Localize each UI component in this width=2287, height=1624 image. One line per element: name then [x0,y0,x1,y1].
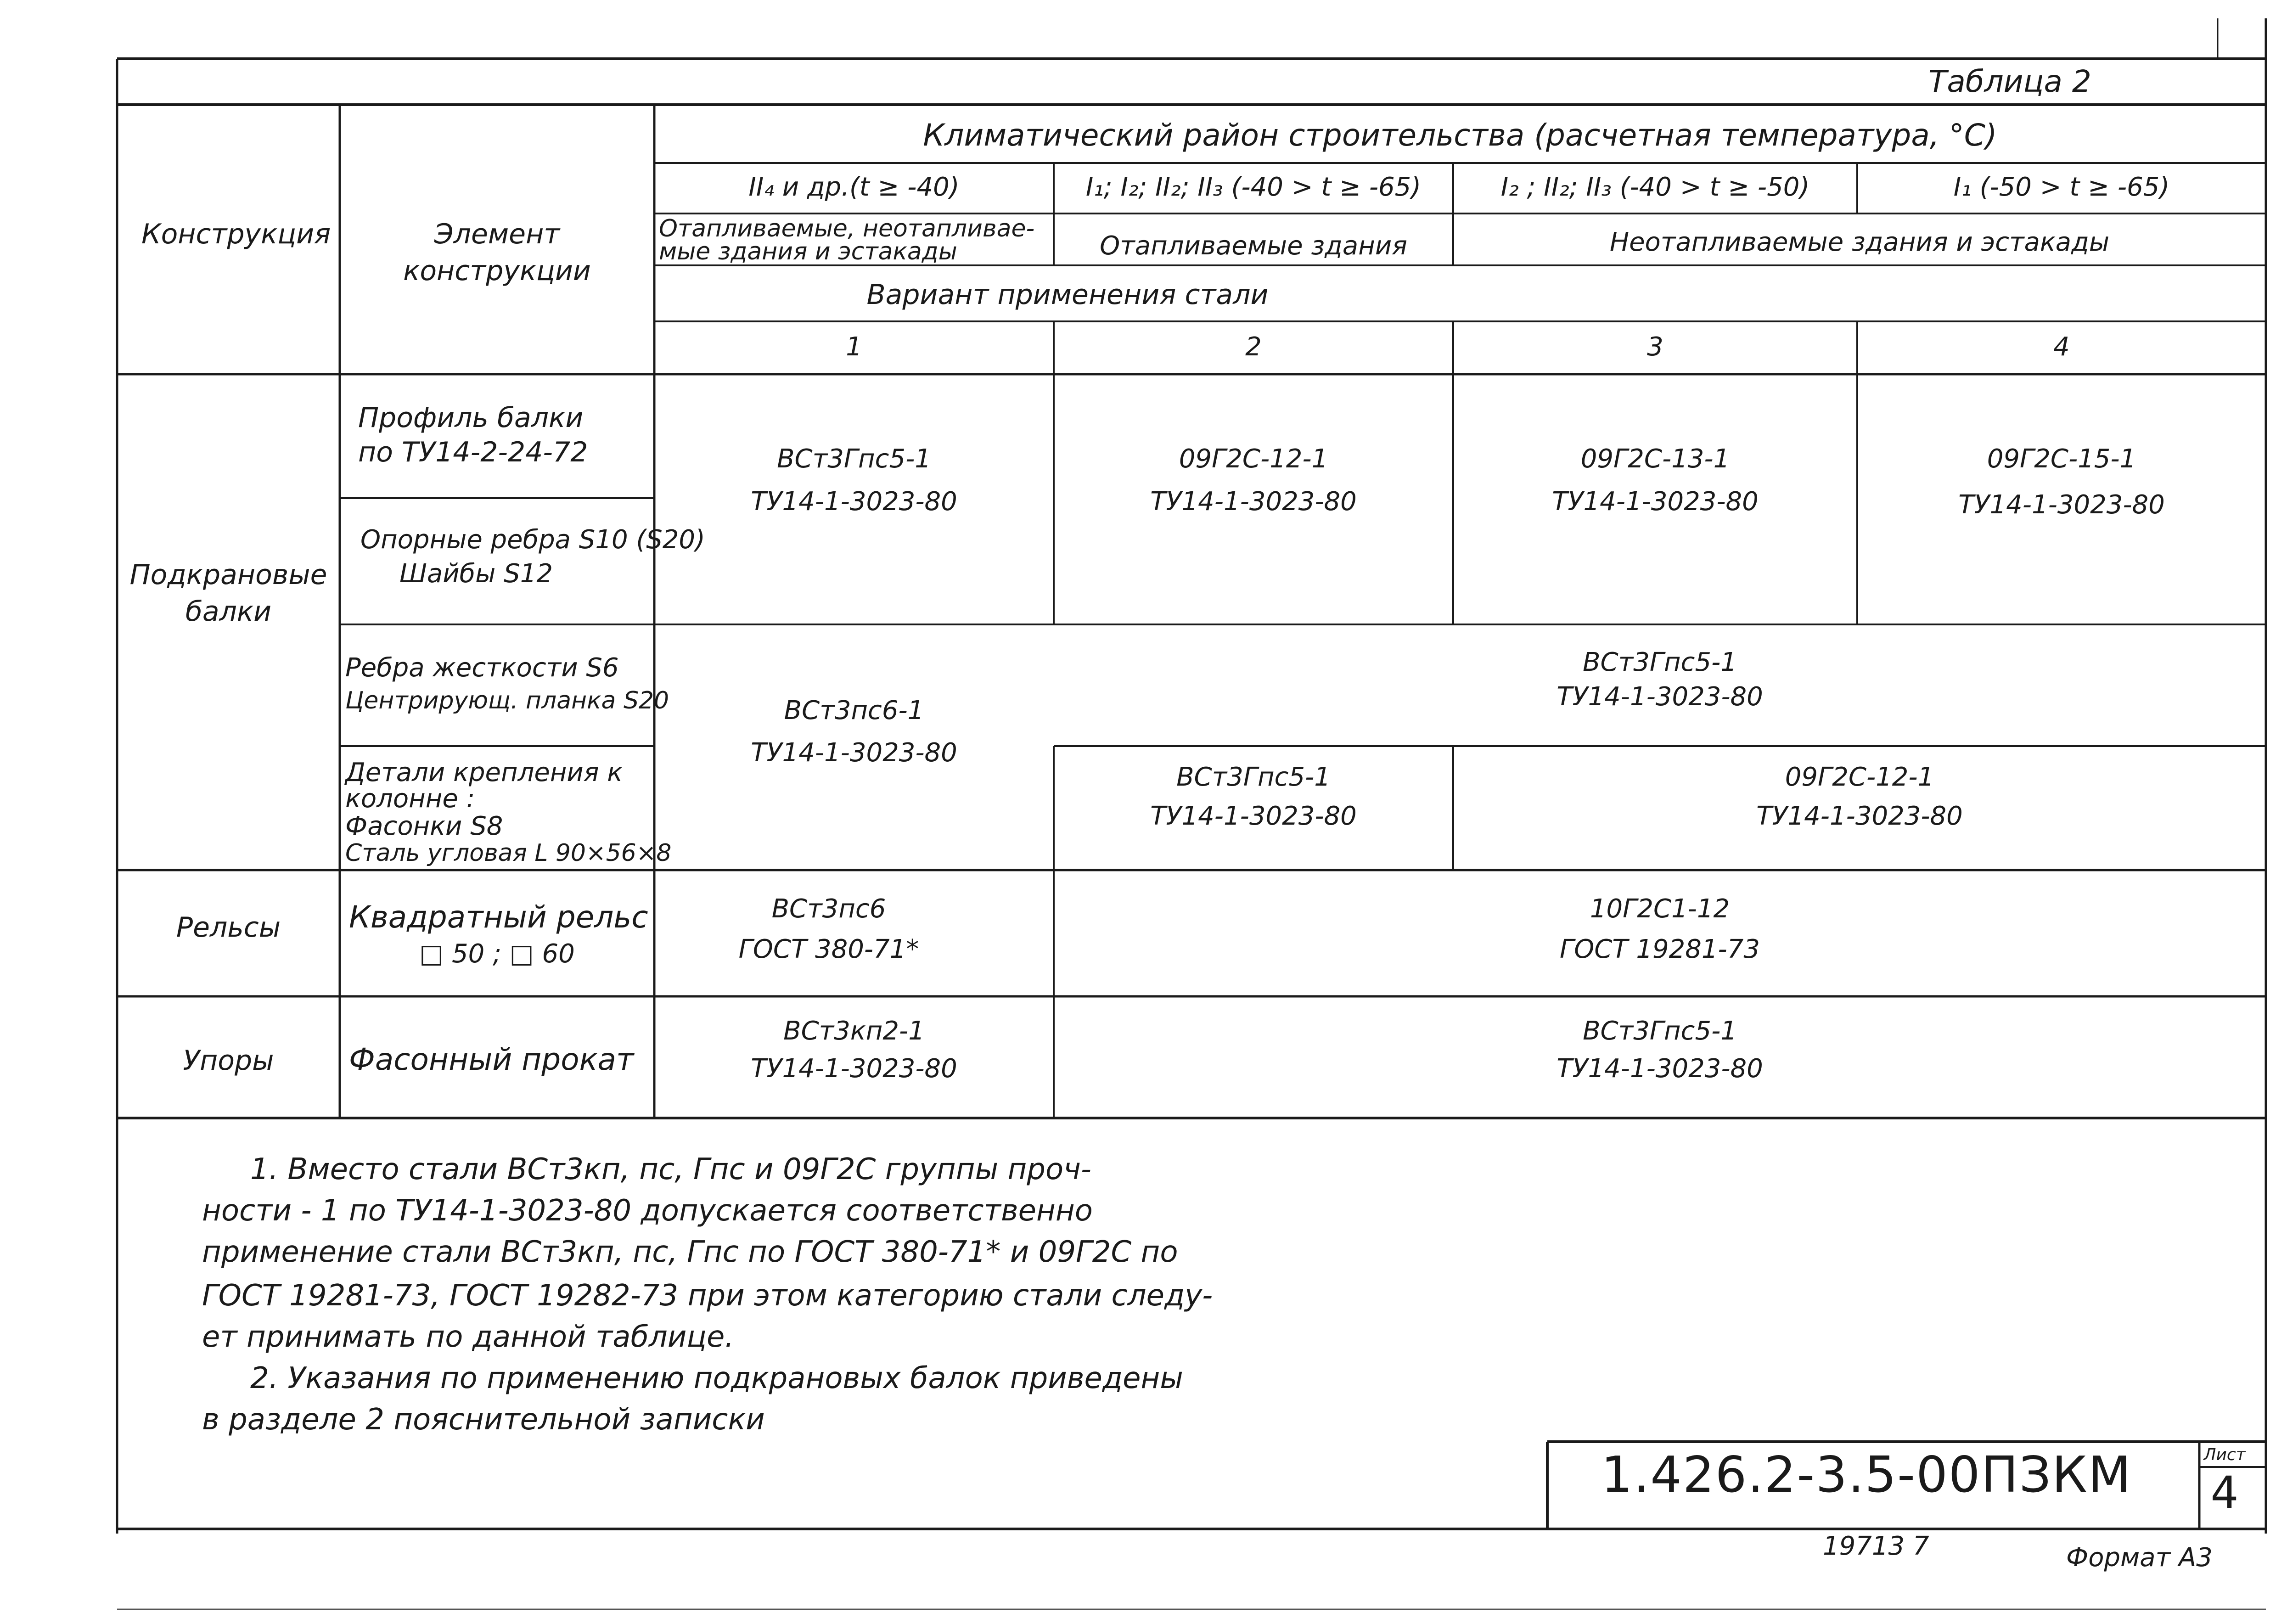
element-support-line2: Шайбы S12 [399,559,553,589]
element-profile-line1: Профиль балки [358,402,584,434]
note-line: 1. Вместо стали ВСт3кп, пс, Гпс и 09Г2С группы проч- [250,1152,1091,1186]
v1-bottom-steel: ВСт3пс6-1 [784,696,924,725]
row-stops: Упоры [183,1045,274,1077]
v2-fastening-steel: ВСт3Гпс5-1 [1176,762,1331,792]
element-stiffeners-line1: Ребра жесткости S6 [345,653,619,683]
rails-v234-spec: ГОСТ 19281-73 [1560,934,1760,964]
v1-top-steel: ВСт3Гпс5-1 [777,444,931,474]
v1-bottom-spec: ТУ14-1-3023-80 [751,738,957,768]
v3-top-steel: 09Г2С-13-1 [1580,444,1730,474]
element-profile-line2: по ТУ14-2-24-72 [358,436,588,468]
rails-v1-steel: ВСт3пс6 [771,894,886,924]
header-climate-title: Климатический район строительства (расчетная температура, °С) [923,118,1997,153]
note-line: ет принимать по данной таблице. [202,1320,734,1354]
v2-top-steel: 09Г2С-12-1 [1179,444,1328,474]
header-zone-3: I₂ ; II₂; II₃ (-40 > t ≥ -50) [1500,172,1810,202]
element-fastening-line2: колонне : [345,784,475,814]
sheet-number: 4 [2210,1467,2239,1518]
note-line: ГОСТ 19281-73, ГОСТ 19282-73 при этом категорию стали следу- [202,1279,1213,1313]
stops-element: Фасонный прокат [349,1042,634,1077]
header-buildings-2: Отапливаемые здания [1100,231,1407,261]
v34-fastening-steel: 09Г2С-12-1 [1785,762,1934,792]
header-zone-2: I₁; I₂; II₂; II₃ (-40 > t ≥ -65) [1085,172,1422,202]
note-line: в разделе 2 пояснительной записки [202,1403,765,1437]
v3-top-spec: ТУ14-1-3023-80 [1552,487,1759,517]
v234-stiffeners-steel: ВСт3Гпс5-1 [1583,647,1737,677]
header-variant-title: Вариант применения стали [866,279,1269,311]
row-crane-beams-line1: Подкрановые [129,559,327,591]
v2-top-spec: ТУ14-1-3023-80 [1150,487,1357,517]
stops-v234-steel: ВСт3Гпс5-1 [1583,1016,1737,1046]
header-buildings-1-line2: мые здания и эстакады [659,238,957,265]
stops-v234-spec: ТУ14-1-3023-80 [1557,1054,1763,1084]
v234-stiffeners-spec: ТУ14-1-3023-80 [1557,682,1763,712]
note-line: 2. Указания по применению подкрановых балок приведены [250,1361,1183,1395]
v4-top-steel: 09Г2С-15-1 [1987,444,2136,474]
drawing-code: 1.426.2-3.5-00ПЗКМ [1601,1446,2132,1504]
element-fastening-line1: Детали крепления к [345,758,623,787]
v4-top-spec: ТУ14-1-3023-80 [1958,490,2165,520]
variant-number-3: 3 [1647,332,1663,362]
header-buildings-1-line1: Отапливаемые, неотапливае- [659,215,1035,242]
v34-fastening-spec: ТУ14-1-3023-80 [1756,801,1963,831]
element-fastening-line3: Фасонки S8 [345,811,503,841]
v1-top-spec: ТУ14-1-3023-80 [751,487,957,517]
element-support-line1: Опорные ребра S10 (S20) [360,525,705,555]
table-caption: Таблица 2 [1928,64,2091,99]
rails-element-line2: □ 50 ; □ 60 [419,939,575,969]
note-line: применение стали ВСт3кп, пс, Гпс по ГОСТ 380-71* и 09Г2С по [202,1235,1178,1269]
note-line: ности - 1 по ТУ14-1-3023-80 допускается соответственно [202,1194,1093,1228]
header-element-line1: Элемент [434,218,560,250]
header-construction: Конструкция [141,218,331,250]
rails-v1-spec: ГОСТ 380-71* [738,934,919,964]
variant-number-4: 4 [2053,332,2070,362]
stops-v1-spec: ТУ14-1-3023-80 [751,1054,957,1084]
row-rails: Рельсы [176,911,281,944]
header-zone-4: I₁ (-50 > t ≥ -65) [1953,172,2170,202]
v2-fastening-spec: ТУ14-1-3023-80 [1150,801,1357,831]
paper-format: Формат А3 [2066,1543,2213,1573]
variant-number-1: 1 [846,332,862,362]
row-crane-beams-line2: балки [185,596,272,628]
header-zone-1: II₄ и др.(t ≥ -40) [748,172,960,202]
stops-v1-steel: ВСт3кп2-1 [783,1016,925,1046]
rails-v234-steel: 10Г2С1-12 [1590,894,1730,924]
sheet-label: Лист [2203,1445,2246,1464]
inventory-number: 19713 7 [1823,1531,1929,1561]
element-stiffeners-line2: Центрирующ. планка S20 [345,687,669,714]
rails-element-line1: Квадратный рельс [349,899,648,935]
variant-number-2: 2 [1245,332,1262,362]
header-element-line2: конструкции [403,255,591,287]
header-buildings-34: Неотапливаемые здания и эстакады [1609,227,2110,257]
element-fastening-line4: Сталь угловая L 90×56×8 [345,839,672,867]
